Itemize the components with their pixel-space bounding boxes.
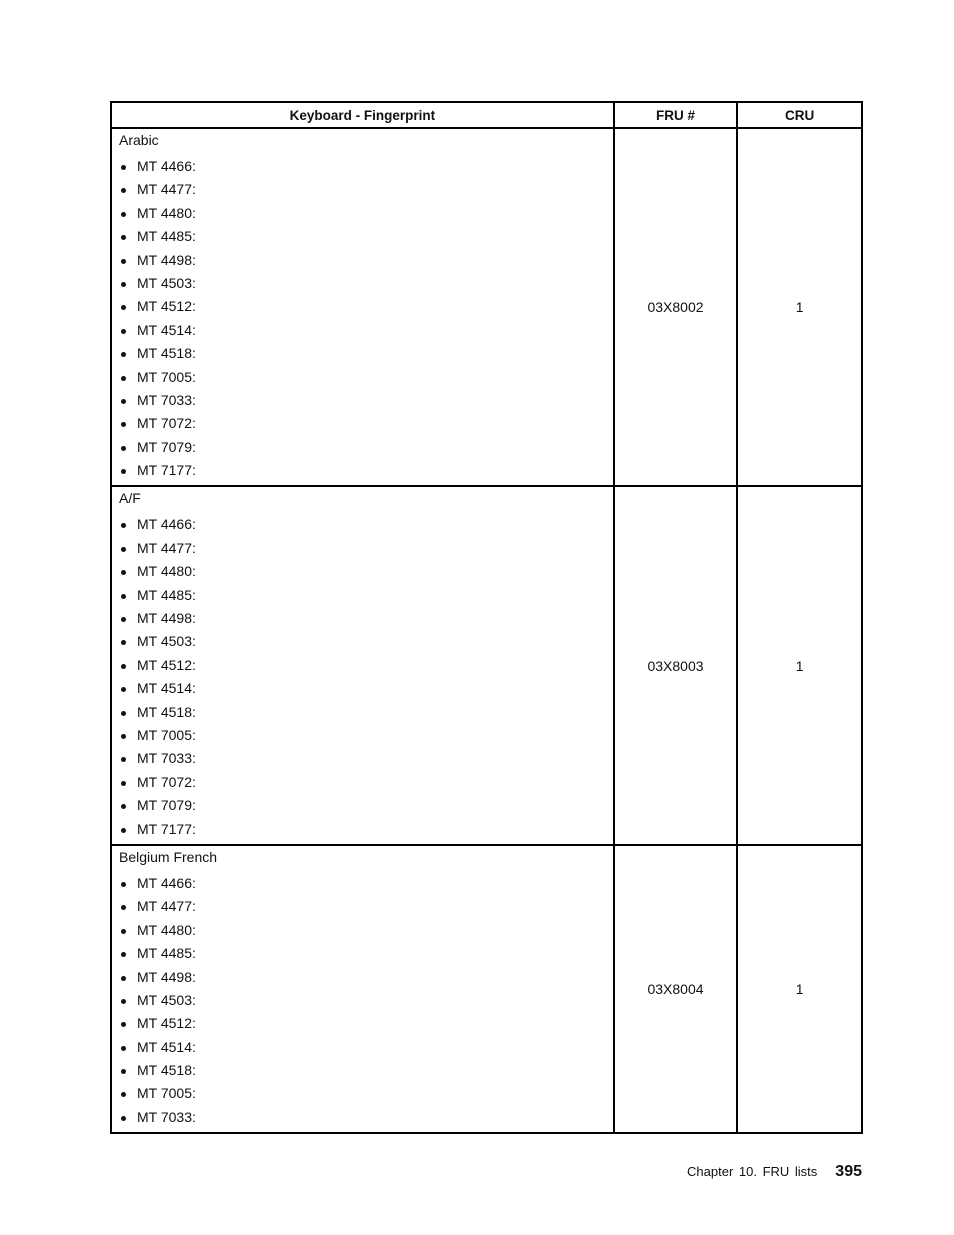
keyboard-description-cell: [111, 845, 614, 1133]
machine-type-item: MT 7072:: [119, 771, 613, 794]
cru-tier-cell: 1: [737, 486, 862, 844]
machine-type-item: MT 4518:: [119, 701, 613, 724]
machine-type-list: [119, 513, 613, 840]
machine-type-item: MT 4514:: [119, 319, 613, 342]
machine-type-item: MT 4477:: [119, 895, 613, 918]
machine-type-item: MT 4480:: [119, 202, 613, 225]
machine-type-list: [119, 872, 613, 1129]
table-body: [111, 128, 862, 1133]
keyboard-language-title: Belgium French: [119, 848, 218, 865]
machine-type-item: MT 4512:: [119, 295, 613, 318]
fru-number-cell: 03X8002: [614, 128, 738, 486]
machine-type-item: MT 4503:: [119, 272, 613, 295]
machine-type-item: MT 7177:: [119, 818, 613, 841]
fru-number-cell: 03X8004: [614, 845, 738, 1133]
machine-type-item: MT 4518:: [119, 1059, 613, 1082]
page-footer: [687, 1163, 862, 1181]
machine-type-item: MT 7005:: [119, 366, 613, 389]
header-cru: CRU: [737, 102, 862, 128]
machine-type-item: MT 4477:: [119, 537, 613, 560]
keyboard-description-cell: [111, 128, 614, 486]
keyboard-language-title: Arabic: [119, 132, 159, 148]
machine-type-item: MT 4485:: [119, 942, 613, 965]
machine-type-item: MT 7177:: [119, 459, 613, 482]
machine-type-item: MT 4503:: [119, 989, 613, 1012]
machine-type-item: MT 4498:: [119, 966, 613, 989]
machine-type-item: MT 7033:: [119, 747, 613, 770]
machine-type-item: MT 4477:: [119, 178, 613, 201]
table-row: [111, 486, 862, 844]
machine-type-item: MT 4498:: [119, 249, 613, 272]
machine-type-item: MT 7005:: [119, 724, 613, 747]
header-description: Keyboard - Fingerprint: [111, 102, 614, 128]
machine-type-item: MT 4466:: [119, 513, 613, 536]
machine-type-list: [119, 155, 613, 482]
keyboard-language-title: A/F: [119, 490, 141, 507]
machine-type-item: MT 4503:: [119, 630, 613, 653]
machine-type-item: MT 4514:: [119, 1036, 613, 1059]
machine-type-item: MT 7072:: [119, 412, 613, 435]
table-row: [111, 128, 862, 486]
machine-type-item: MT 4466:: [119, 155, 613, 178]
machine-type-item: MT 4480:: [119, 919, 613, 942]
footer-chapter-title: Chapter 10. FRU lists: [687, 1164, 818, 1179]
footer-page-number: 395: [835, 1163, 862, 1180]
table-row: [111, 845, 862, 1133]
cru-tier-cell: 1: [737, 128, 862, 486]
fru-number-cell: 03X8003: [614, 486, 738, 844]
machine-type-item: MT 4466:: [119, 872, 613, 895]
keyboard-description-cell: [111, 486, 614, 844]
machine-type-item: MT 7005:: [119, 1082, 613, 1105]
machine-type-item: MT 4480:: [119, 560, 613, 583]
machine-type-item: MT 4498:: [119, 607, 613, 630]
header-fru: FRU #: [614, 102, 738, 128]
table-header-row: [111, 102, 862, 128]
machine-type-item: MT 7033:: [119, 1106, 613, 1129]
machine-type-item: MT 7033:: [119, 389, 613, 412]
machine-type-item: MT 4485:: [119, 584, 613, 607]
machine-type-item: MT 4512:: [119, 1012, 613, 1035]
machine-type-item: MT 4514:: [119, 677, 613, 700]
cru-tier-cell: 1: [737, 845, 862, 1133]
machine-type-item: MT 4512:: [119, 654, 613, 677]
machine-type-item: MT 4518:: [119, 342, 613, 365]
machine-type-item: MT 4485:: [119, 225, 613, 248]
machine-type-item: MT 7079:: [119, 794, 613, 817]
machine-type-item: MT 7079:: [119, 436, 613, 459]
fru-table: [110, 101, 863, 1134]
